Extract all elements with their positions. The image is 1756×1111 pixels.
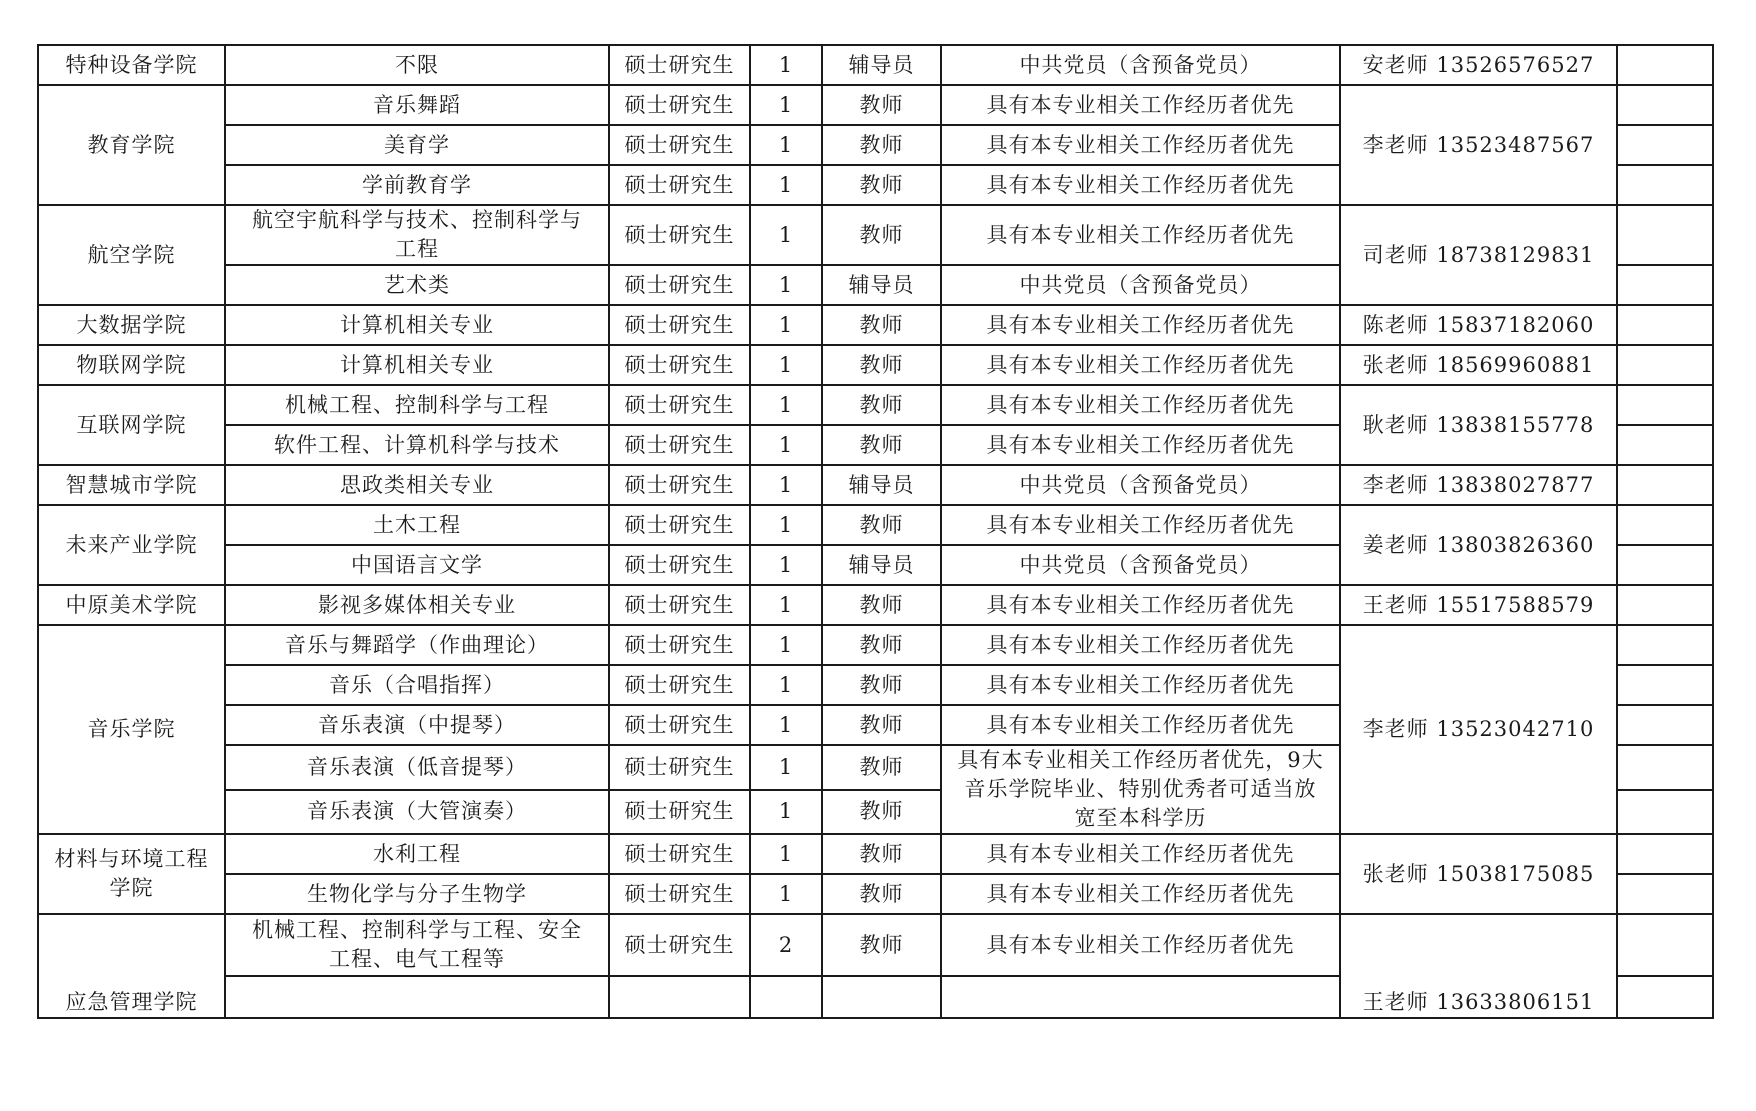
table-row xyxy=(38,585,1713,625)
requirement-cell: 具有本专业相关工作经历者优先 xyxy=(941,505,1340,545)
position-cell: 教师 xyxy=(822,585,941,625)
count-cell: 2 xyxy=(750,914,822,976)
count-cell: 1 xyxy=(750,165,822,205)
college-cell: 未来产业学院 xyxy=(38,505,225,585)
blank-cell xyxy=(1617,976,1713,1018)
degree-cell: 硕士研究生 xyxy=(609,45,750,85)
degree-cell: 硕士研究生 xyxy=(609,465,750,505)
contact-cell: 司老师 18738129831 xyxy=(1340,205,1617,305)
degree-cell xyxy=(609,976,750,1018)
major-line: 航空宇航科学与技术、控制科学与 xyxy=(252,208,582,232)
degree-cell: 硕士研究生 xyxy=(609,625,750,665)
requirement-line: 具有本专业相关工作经历者优先，9大 xyxy=(957,748,1324,772)
blank-cell xyxy=(1617,834,1713,874)
college-cell: 特种设备学院 xyxy=(38,45,225,85)
degree-cell: 硕士研究生 xyxy=(609,205,750,265)
major-cell: 中国语言文学 xyxy=(225,545,609,585)
requirement-cell: 具有本专业相关工作经历者优先 xyxy=(941,874,1340,914)
position-cell: 教师 xyxy=(822,165,941,205)
position-cell: 教师 xyxy=(822,834,941,874)
requirement-cell: 中共党员（含预备党员） xyxy=(941,265,1340,305)
requirement-cell: 具有本专业相关工作经历者优先 xyxy=(941,425,1340,465)
contact-cell: 张老师 15038175085 xyxy=(1340,834,1617,914)
requirement-line: 宽至本科学历 xyxy=(1074,806,1207,830)
contact-cell: 姜老师 13803826360 xyxy=(1340,505,1617,585)
recruitment-table xyxy=(37,44,1714,1019)
major-cell: 音乐表演（低音提琴） xyxy=(225,745,609,790)
major-cell: 音乐与舞蹈学（作曲理论） xyxy=(225,625,609,665)
requirement-cell: 具有本专业相关工作经历者优先 xyxy=(941,665,1340,705)
major-line: 工程、电气工程等 xyxy=(329,947,505,972)
blank-cell xyxy=(1617,385,1713,425)
requirement-cell: 具有本专业相关工作经历者优先 xyxy=(941,834,1340,874)
college-cell: 中原美术学院 xyxy=(38,585,225,625)
major-cell xyxy=(225,914,609,976)
position-cell: 教师 xyxy=(822,205,941,265)
major-cell xyxy=(225,205,609,265)
blank-cell xyxy=(1617,914,1713,976)
count-cell xyxy=(750,976,822,1018)
position-cell: 教师 xyxy=(822,705,941,745)
count-cell: 1 xyxy=(750,834,822,874)
blank-cell xyxy=(1617,205,1713,265)
degree-cell: 硕士研究生 xyxy=(609,265,750,305)
count-cell: 1 xyxy=(750,125,822,165)
major-cell xyxy=(225,976,609,1018)
degree-cell: 硕士研究生 xyxy=(609,665,750,705)
count-cell: 1 xyxy=(750,265,822,305)
degree-cell: 硕士研究生 xyxy=(609,125,750,165)
degree-cell: 硕士研究生 xyxy=(609,914,750,976)
requirement-cell: 具有本专业相关工作经历者优先 xyxy=(941,345,1340,385)
contact-cell: 安老师 13526576527 xyxy=(1340,45,1617,85)
count-cell: 1 xyxy=(750,45,822,85)
degree-cell: 硕士研究生 xyxy=(609,790,750,835)
position-cell: 教师 xyxy=(822,505,941,545)
contact-cell: 王老师 15517588579 xyxy=(1340,585,1617,625)
position-cell: 教师 xyxy=(822,385,941,425)
count-cell: 1 xyxy=(750,85,822,125)
major-cell: 音乐舞蹈 xyxy=(225,85,609,125)
position-cell: 辅导员 xyxy=(822,45,941,85)
college-cell: 音乐学院 xyxy=(38,625,225,834)
college-line: 材料与环境工程 xyxy=(54,847,209,871)
count-cell: 1 xyxy=(750,625,822,665)
college-cell: 物联网学院 xyxy=(38,345,225,385)
degree-cell: 硕士研究生 xyxy=(609,705,750,745)
contact-cell: 陈老师 15837182060 xyxy=(1340,305,1617,345)
blank-cell xyxy=(1617,874,1713,914)
degree-cell: 硕士研究生 xyxy=(609,85,750,125)
blank-cell xyxy=(1617,505,1713,545)
count-cell: 1 xyxy=(750,745,822,790)
count-cell: 1 xyxy=(750,305,822,345)
contact-cell: 张老师 18569960881 xyxy=(1340,345,1617,385)
degree-cell: 硕士研究生 xyxy=(609,585,750,625)
college-cell: 智慧城市学院 xyxy=(38,465,225,505)
table-row xyxy=(38,465,1713,505)
position-cell: 辅导员 xyxy=(822,465,941,505)
table-row xyxy=(38,385,1713,425)
major-line: 工程 xyxy=(395,237,439,261)
requirement-cell xyxy=(941,976,1340,1018)
requirement-line: 音乐学院毕业、特别优秀者可适当放 xyxy=(964,777,1317,801)
major-cell: 音乐表演（中提琴） xyxy=(225,705,609,745)
contact-cell: 王老师 13633806151 xyxy=(1340,914,1617,1018)
college-cell xyxy=(38,834,225,914)
major-cell: 音乐（合唱指挥） xyxy=(225,665,609,705)
contact-cell: 李老师 13523042710 xyxy=(1340,625,1617,834)
major-cell: 生物化学与分子生物学 xyxy=(225,874,609,914)
count-cell: 1 xyxy=(750,585,822,625)
count-cell: 1 xyxy=(750,705,822,745)
major-cell: 计算机相关专业 xyxy=(225,345,609,385)
college-cell: 教育学院 xyxy=(38,85,225,205)
position-cell: 辅导员 xyxy=(822,545,941,585)
count-cell: 1 xyxy=(750,545,822,585)
count-cell: 1 xyxy=(750,874,822,914)
requirement-cell: 具有本专业相关工作经历者优先 xyxy=(941,205,1340,265)
position-cell: 教师 xyxy=(822,345,941,385)
major-cell: 软件工程、计算机科学与技术 xyxy=(225,425,609,465)
blank-cell xyxy=(1617,45,1713,85)
major-cell: 影视多媒体相关专业 xyxy=(225,585,609,625)
degree-cell: 硕士研究生 xyxy=(609,385,750,425)
major-cell: 思政类相关专业 xyxy=(225,465,609,505)
requirement-cell: 具有本专业相关工作经历者优先 xyxy=(941,385,1340,425)
contact-cell: 耿老师 13838155778 xyxy=(1340,385,1617,465)
position-cell: 教师 xyxy=(822,305,941,345)
position-cell: 教师 xyxy=(822,425,941,465)
table-row xyxy=(38,305,1713,345)
major-cell: 美育学 xyxy=(225,125,609,165)
requirement-cell xyxy=(941,745,1340,834)
degree-cell: 硕士研究生 xyxy=(609,545,750,585)
position-cell: 教师 xyxy=(822,914,941,976)
table-row xyxy=(38,45,1713,85)
blank-cell xyxy=(1617,85,1713,125)
blank-cell xyxy=(1617,745,1713,790)
major-cell: 音乐表演（大管演奏） xyxy=(225,790,609,835)
major-line: 机械工程、控制科学与工程、安全 xyxy=(252,918,582,943)
blank-cell xyxy=(1617,625,1713,665)
degree-cell: 硕士研究生 xyxy=(609,305,750,345)
college-cell: 互联网学院 xyxy=(38,385,225,465)
degree-cell: 硕士研究生 xyxy=(609,345,750,385)
position-cell xyxy=(822,976,941,1018)
contact-cell: 李老师 13523487567 xyxy=(1340,85,1617,205)
requirement-cell: 中共党员（含预备党员） xyxy=(941,545,1340,585)
college-cell: 航空学院 xyxy=(38,205,225,305)
degree-cell: 硕士研究生 xyxy=(609,745,750,790)
position-cell: 教师 xyxy=(822,85,941,125)
table-row xyxy=(38,205,1713,265)
major-cell: 计算机相关专业 xyxy=(225,305,609,345)
college-line: 学院 xyxy=(109,876,154,900)
major-cell: 水利工程 xyxy=(225,834,609,874)
blank-cell xyxy=(1617,665,1713,705)
table-row xyxy=(38,505,1713,545)
blank-cell xyxy=(1617,265,1713,305)
count-cell: 1 xyxy=(750,665,822,705)
table-row xyxy=(38,625,1713,665)
position-cell: 教师 xyxy=(822,125,941,165)
count-cell: 1 xyxy=(750,505,822,545)
college-cell: 大数据学院 xyxy=(38,305,225,345)
requirement-cell: 具有本专业相关工作经历者优先 xyxy=(941,125,1340,165)
count-cell: 1 xyxy=(750,465,822,505)
major-cell: 不限 xyxy=(225,45,609,85)
count-cell: 1 xyxy=(750,790,822,835)
degree-cell: 硕士研究生 xyxy=(609,165,750,205)
blank-cell xyxy=(1617,165,1713,205)
requirement-cell: 具有本专业相关工作经历者优先 xyxy=(941,705,1340,745)
blank-cell xyxy=(1617,545,1713,585)
degree-cell: 硕士研究生 xyxy=(609,834,750,874)
contact-cell: 李老师 13838027877 xyxy=(1340,465,1617,505)
count-cell: 1 xyxy=(750,425,822,465)
blank-cell xyxy=(1617,585,1713,625)
major-cell: 学前教育学 xyxy=(225,165,609,205)
blank-cell xyxy=(1617,425,1713,465)
blank-cell xyxy=(1617,305,1713,345)
requirement-cell: 具有本专业相关工作经历者优先 xyxy=(941,625,1340,665)
college-cell: 应急管理学院 xyxy=(38,914,225,1018)
requirement-cell: 中共党员（含预备党员） xyxy=(941,465,1340,505)
requirement-cell: 具有本专业相关工作经历者优先 xyxy=(941,585,1340,625)
degree-cell: 硕士研究生 xyxy=(609,425,750,465)
requirement-cell: 具有本专业相关工作经历者优先 xyxy=(941,85,1340,125)
requirement-cell: 具有本专业相关工作经历者优先 xyxy=(941,305,1340,345)
major-cell: 艺术类 xyxy=(225,265,609,305)
major-cell: 土木工程 xyxy=(225,505,609,545)
blank-cell xyxy=(1617,790,1713,835)
table-row xyxy=(38,85,1713,125)
position-cell: 教师 xyxy=(822,874,941,914)
blank-cell xyxy=(1617,705,1713,745)
count-cell: 1 xyxy=(750,345,822,385)
blank-cell xyxy=(1617,465,1713,505)
blank-cell xyxy=(1617,345,1713,385)
degree-cell: 硕士研究生 xyxy=(609,874,750,914)
table-row xyxy=(38,345,1713,385)
requirement-cell: 中共党员（含预备党员） xyxy=(941,45,1340,85)
position-cell: 教师 xyxy=(822,665,941,705)
requirement-cell: 具有本专业相关工作经历者优先 xyxy=(941,914,1340,976)
position-cell: 教师 xyxy=(822,745,941,790)
blank-cell xyxy=(1617,125,1713,165)
position-cell: 辅导员 xyxy=(822,265,941,305)
table-row xyxy=(38,834,1713,874)
position-cell: 教师 xyxy=(822,790,941,835)
major-cell: 机械工程、控制科学与工程 xyxy=(225,385,609,425)
degree-cell: 硕士研究生 xyxy=(609,505,750,545)
count-cell: 1 xyxy=(750,205,822,265)
position-cell: 教师 xyxy=(822,625,941,665)
requirement-cell: 具有本专业相关工作经历者优先 xyxy=(941,165,1340,205)
table-row xyxy=(38,914,1713,976)
count-cell: 1 xyxy=(750,385,822,425)
